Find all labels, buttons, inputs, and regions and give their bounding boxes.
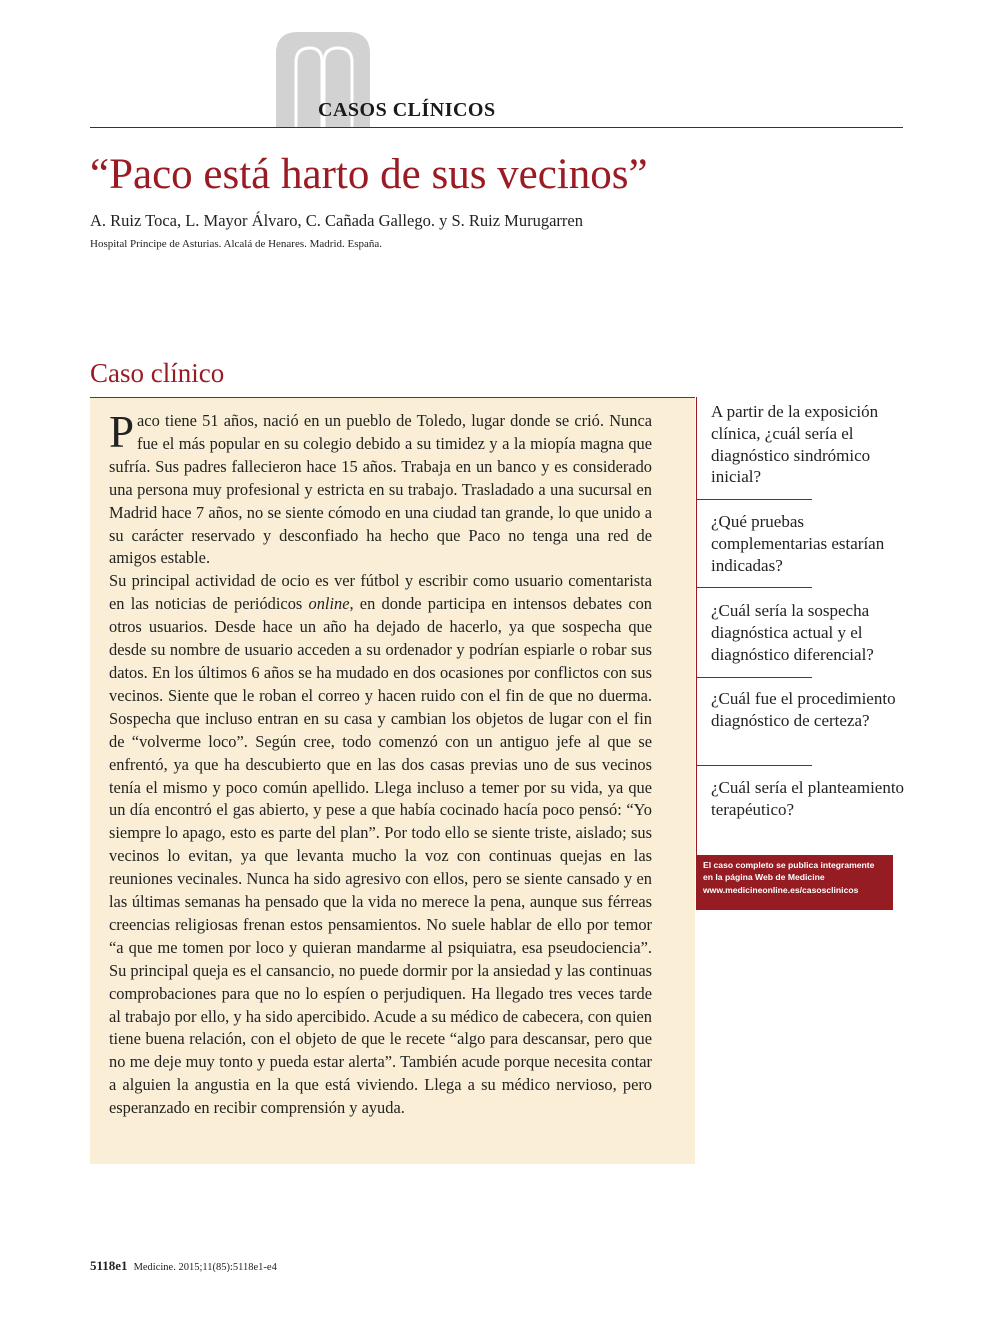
citation: Medicine. 2015;11(85):5118e1-e4 [133,1262,277,1273]
case-text [109,407,653,1120]
question-separator [696,499,812,500]
question-4: ¿Cuál fue el procedimiento diagnóstico de certeza? [711,689,896,730]
header-rule [90,127,903,128]
question-1: A partir de la exposición clínica, ¿cuál sería el diagnóstico sindrómico inicial? [711,402,879,487]
note-line-2: en la página Web de Medicine [703,872,825,883]
case-paragraph-2-start: Su principal actividad de ocio es ver fútbol y escribir como usuario comentarista en las noticias de periódicos [109,571,652,614]
question-5: ¿Cuál sería el planteamiento terapéutico? [711,778,905,819]
drop-cap: P [109,407,135,457]
footer [90,1258,277,1274]
question-3: ¿Cuál sería la sospecha diagnóstica actual y el diagnóstico diferencial? [711,601,874,664]
case-paragraph-1 [109,407,652,570]
article-authors: A. Ruiz Toca, L. Mayor Álvaro, C. Cañada Gallego. y S. Ruiz Murugarren [90,211,583,230]
article-title: “Paco está harto de sus vecinos” [90,151,648,198]
page-number: 5118e1 [90,1258,128,1273]
note-line-1: El caso completo se publica integramente [703,860,875,870]
note-url[interactable]: www.medicineonline.es/casosclinicos [703,884,859,895]
case-paragraph-2 [109,570,652,1120]
case-paragraph-1-text: aco tiene 51 años, nació en un pueblo de Toledo, lugar donde se crió. Nunca fue el más popular en su colegio debido a su timidez y a la miopía magna que sufría. Sus padres fallecieron hace 15 años. Trabaja en un banco y es considerado una persona muy profesional y estricta en su trabajo. Trasladado a una sucursal en Madrid hace 7 años, no se siente cómodo en una ciudad tan grande, lo que unido a su carácter reservado y desconfiado ha hecho que Paco no tenga una red de amigos estable. [109,411,652,568]
case-heading: Caso clínico [90,358,225,388]
case-paragraph-2-rest: , en donde participa en intensos debates con otros usuarios. Desde hace un año ha dejado de hacerlo, ya que sospecha que desde su nombre de usuario acceden a su ordenador y podrían espiarle o robar sus datos. En los últimos 6 años se ha mudado en dos ocasiones por conflictos con sus vecinos. Siente que le roban el correo y hacen ruido con el fin de que no duerma. Sospecha que incluso entran en su casa y cambian los objetos de lugar con el fin de “volverme loco”. Según cree, todo comenzó con un antiguo jefe al que se enfrentó, ya que ha descubierto que en las dos casas previas uno de sus vecinos tenía el mismo y poco común apellido. Llega incluso a temer por su vida, ya que un día encontró el gas abierto, y pese a que había cocinado hacía poco pensó: “Yo siempre lo apago, esto es parte del plan”. Por todo ello se siente triste, aislado; sus vecinos lo evitan, ya que levanta mucho la voz con continuas quejas en las reuniones vecinales. Nunca ha sido agresivo con ellos, pero se siente cansado y en las últimas semanas ha pensado que la vida no merece la pena, aunque sus férreas creencias religiosas frenan estos pensamientos. No suele hablar de ello por temor “a que me tomen por loco y quieran mandarme al psiquiatra, esa pseudociencia”. Su principal queja es el cansancio, no puede dormir por la ansiedad y las continuas comprobaciones para que no lo espíen o perjudiquen. Ha llegado tres veces tarde al trabajo por ello, y ha sido apercibido. Acude a su médico de cabecera, con quien tiene buena relación, con el objeto de que le recete “algo para descansar, pero que no me deje muy tonto y pueda estar alerta”. También acude porque necesita contar a alguien la angustia en la que está viviendo. Llega a su médico nervioso, pero esperanzado en recibir comprensión y ayuda. [109,594,653,1118]
online-note [696,855,893,910]
question-separator [696,587,812,588]
questions-column [696,397,904,867]
question-2: ¿Qué pruebas complementarias estarían indicadas? [711,512,885,575]
questions-vertical-rule [696,397,697,857]
section-label: CASOS CLÍNICOS [318,99,496,121]
italic-online: online [308,594,350,614]
question-separator [696,765,812,766]
question-separator [696,677,812,678]
article-affiliation: Hospital Príncipe de Asturias. Alcalá de Henares. Madrid. España. [90,238,383,250]
